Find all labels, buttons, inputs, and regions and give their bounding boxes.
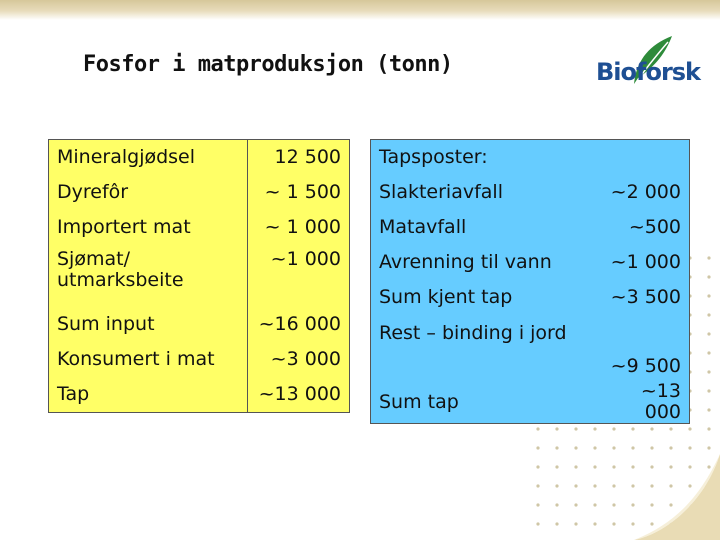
bioforsk-logo	[596, 34, 706, 94]
row-label: Importert mat	[49, 210, 248, 245]
row-label: Tap	[49, 377, 248, 413]
table-row	[371, 381, 690, 424]
table-row	[371, 315, 690, 381]
row-label: Matavfall	[379, 216, 467, 238]
table-row	[371, 245, 690, 280]
top-decor-bar	[0, 0, 720, 20]
page-curl-decor	[634, 454, 720, 540]
row-label: Slakteriavfall	[379, 181, 503, 203]
row-value: ~1 000	[610, 251, 681, 273]
row-value: ~16 000	[258, 313, 341, 335]
loss-table	[370, 139, 690, 424]
table-row	[49, 342, 350, 377]
table-row	[371, 210, 690, 245]
row-value: ~3 000	[270, 348, 341, 370]
row-label: Sum kjent tap	[379, 286, 513, 308]
row-label: Mineralgjødsel	[49, 140, 248, 176]
row-label: Sjømat/ utmarksbeite	[49, 245, 248, 307]
row-value: ~ 1 500	[264, 181, 341, 203]
row-value: ~13 000	[258, 383, 341, 405]
row-label: Sum input	[49, 307, 248, 342]
table-row	[49, 210, 350, 245]
row-value: 12 500	[274, 146, 341, 168]
table-row	[371, 140, 690, 176]
table-row	[49, 175, 350, 210]
row-label: Avrenning til vann	[379, 251, 552, 273]
row-value: ~9 500	[610, 355, 681, 377]
row-value: ~2 000	[610, 181, 681, 203]
row-label: Sum tap	[379, 390, 459, 413]
row-label: Rest – binding i jord	[379, 322, 567, 344]
row-label: Konsumert i mat	[49, 342, 248, 377]
table-row	[371, 280, 690, 315]
logo-text: Bioforsk	[596, 58, 701, 86]
row-value: ~1 000	[270, 248, 341, 270]
input-table	[48, 139, 350, 413]
table-row	[49, 140, 350, 176]
row-label: Tapsposter:	[379, 146, 488, 168]
row-label: Dyrefôr	[49, 175, 248, 210]
row-value	[592, 140, 690, 176]
row-value: ~13 000	[640, 380, 681, 423]
table-row	[371, 175, 690, 210]
row-value: ~ 1 000	[264, 216, 341, 238]
table-row	[49, 245, 350, 307]
row-value: ~3 500	[610, 286, 681, 308]
table-row	[49, 377, 350, 413]
row-value: ~500	[628, 216, 681, 238]
slide-title: Fosfor i matproduksjon (tonn)	[83, 52, 453, 77]
table-row	[49, 307, 350, 342]
